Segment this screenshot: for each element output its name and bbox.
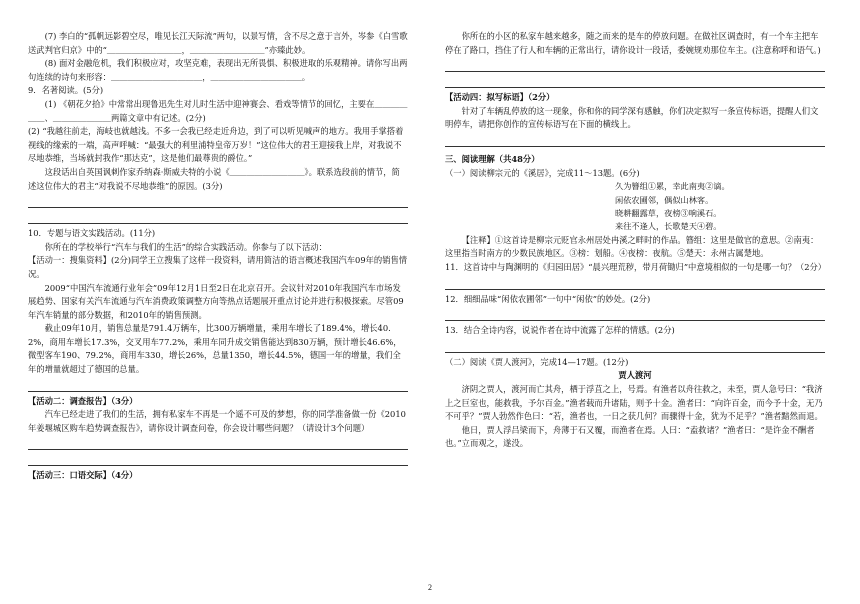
question-9: 9．名著阅读。(5分) xyxy=(28,85,104,96)
answer-line[interactable] xyxy=(28,211,408,224)
activity-1: 【活动一：搜集资料】(2分)同学王立搜集了这样一段资料，请用简洁的语言概述我国汽车09年的销售情况。 xyxy=(28,255,408,279)
passage-title: 贾人渡河 xyxy=(618,370,652,381)
question-10-intro: 你所在的学校举行“汽车与我们的生活”的综合实践活动。你参与了以下活动： xyxy=(44,241,327,252)
answer-line[interactable] xyxy=(28,379,408,392)
activity-4: 【活动四：拟写标语】（2分） xyxy=(445,92,555,103)
activity-2-text: 汽车已经走进了我们的生活，拥有私家车不再是一个遥不可及的梦想，你的同学准备做一份《2010年姜堰城区购车趋势调查报告》，请你设计调查问卷，你会设计哪些问题？（请设计3个问题） xyxy=(28,409,406,433)
page-number: 2 xyxy=(428,583,432,592)
activity-3: 【活动三：口语交际】（4分） xyxy=(28,470,138,481)
activity-1-material-2: 截止09年10月，销售总量是791.4万辆车，比300万辆增量，乘用车增长了189.4%，增长40.2%，商用车增长17.3%，交叉用车77.2%，乘用车同升成交销售能达到830万辆，预计增长46.6%，微型客车190、79.2%，商用车330，增长26%，总量1350，增长44.5%，德国一年的增量，我们全年的增量就超过了德国的总量。 xyxy=(28,323,402,375)
answer-line[interactable] xyxy=(445,277,825,290)
poem-line: 久为簪组①累，幸此南夷②谪。 xyxy=(615,181,730,192)
answer-line[interactable] xyxy=(28,437,408,450)
answer-line[interactable] xyxy=(445,340,825,353)
question-9-3: 这段话出自英国讽刺作家乔纳森·斯威夫特的小说《＿＿＿＿＿＿＿＿＿》。联系选段前的情节，简述这位伟大的君主“对我说不尽地恭维”的原因。(3分) xyxy=(28,166,400,191)
poem-line: 来往不逢人，长歌楚天④碧。 xyxy=(615,221,722,232)
question-10: 10．专题与语文实践活动。(11分) xyxy=(28,228,156,239)
question-9-2-excerpt: (2) “我越往前走，海岐也就越浅。不多一会我已经走近舟边，到了可以听见喊声的地方。我用手掌搭着视线的缘索的一端，高声呼喊：“最强大的利里浦特皇帝万岁！”这位伟大的君王迎接我上岸，对我说不尽地恭维，当场就封我作“那达克”，这是他们最尊贵的爵位。” xyxy=(28,126,404,164)
right-column xyxy=(445,30,825,451)
activity-3-text: 你所在的小区的私家车越来越多，随之而来的是车的停放问题。在做社区调查时，有一个车主把车停在了路口，挡住了行人和车辆的正常出行，请你设计一段话，委婉规劝那位车主。(注意称呼和语气。) xyxy=(445,31,821,55)
activity-1-material-1: 2009“中国汽车流通行业年会”09年12月1日至2日在北京召开。会议针对2010年我国汽车市场发展趋势、国家有关汽车流通与汽车消费政策调整方向等热点话题展开重点讨论并进行积极探索。尽管09年汽车销量的部分数据，和2010年的销售预测。 xyxy=(28,282,404,320)
poem-annotation: 【注释】①这首诗是柳宗元贬官永州居处冉溪之畔时的作品。簪组：这里是做官的意思。②南夷：这里指当时南方的少数民族地区。③榜：划船。④夜榜：夜航。⑤楚天：永州古属楚地。 xyxy=(445,234,819,259)
question-11: 11．这首诗中与陶渊明的《归园田居》“晨兴理荒秽，带月荷锄归”中意境相似的一句是哪一句？（2分） xyxy=(445,261,827,272)
question-13: 13．结合全诗内容，说说作者在诗中流露了怎样的情感。(2分) xyxy=(445,325,675,336)
passage-paragraph-2: 他日，贾人浮吕梁而下，舟薄于石又覆，而渔者在焉。人曰：“盍救诸？”渔者曰：“是许金不酬者也。”立而观之，遂没。 xyxy=(445,424,815,449)
poem-line: 晓耕翻露草，夜榜③响溪石。 xyxy=(615,207,722,218)
reading-1-heading: （一）阅读柳宗元的《溪居》，完成11～13题。(6分) xyxy=(445,167,640,178)
section-3-heading: 三、阅读理解（共48分） xyxy=(445,153,540,164)
poem-line: 闲依农圃邻，偶似山林客。 xyxy=(615,194,714,205)
question-9-1: (1) 《朝花夕拾》中常常出现鲁迅先生对儿时生活中迎神赛会、看戏等情节的回忆，主要在＿＿＿＿＿＿、＿＿＿＿＿＿＿两篇文章中有记述。(2分) xyxy=(28,98,408,123)
question-12: 12．细细品味“闲依农圃邻”一句中“闲依”的妙处。(2分) xyxy=(445,293,651,304)
activity-2: 【活动二：调查报告】（3分） xyxy=(28,395,138,406)
question-8: (8) 面对金融危机，我们积极应对，攻坚克难，表现出无所畏惧、积极进取的乐观精神。请你写出两句连续的诗句来形容：＿＿＿＿＿＿＿＿＿＿＿，＿＿＿＿＿＿＿＿＿＿＿。 xyxy=(28,58,408,82)
answer-line[interactable] xyxy=(28,453,408,466)
passage-paragraph-1: 济阴之贾人，渡河而亡其舟，栖于浮苴之上，号焉。有渔者以舟往救之，未至，贾人急号曰：“我济上之巨室也，能救我，予尔百金。”渔者载而升诸陆，则予十金。渔者曰：“向许百金，而今予十金，无乃不可乎？”贾人勃然作色曰：“若，渔者也，一日之获几何？而骤得十金，犹为不足乎？”渔者黯然而退。 xyxy=(445,383,823,422)
left-column xyxy=(28,30,408,483)
answer-line[interactable] xyxy=(28,195,408,208)
reading-2-heading: （二）阅读《贾人渡河》，完成14—17题。(12分) xyxy=(445,356,629,367)
answer-line[interactable] xyxy=(445,134,825,147)
activity-4-text: 针对了车辆乱停放的这一现象，你和你的同学深有感触，你们决定拟写一条宣传标语，提醒人们文明停车，请把你创作的宣传标语写在下面的横线上。 xyxy=(445,105,819,130)
answer-line[interactable] xyxy=(445,308,825,321)
answer-line[interactable] xyxy=(445,59,825,72)
question-7: (7) 李白的“孤帆远影碧空尽，唯见长江天际流”两句，以景写情，含不尽之意于言外，岑参《白雪歌送武判官归京》中的“＿＿＿＿＿＿＿＿＿，＿＿＿＿＿＿＿＿＿”亦臻此妙。 xyxy=(28,31,408,55)
answer-line[interactable] xyxy=(445,75,825,88)
